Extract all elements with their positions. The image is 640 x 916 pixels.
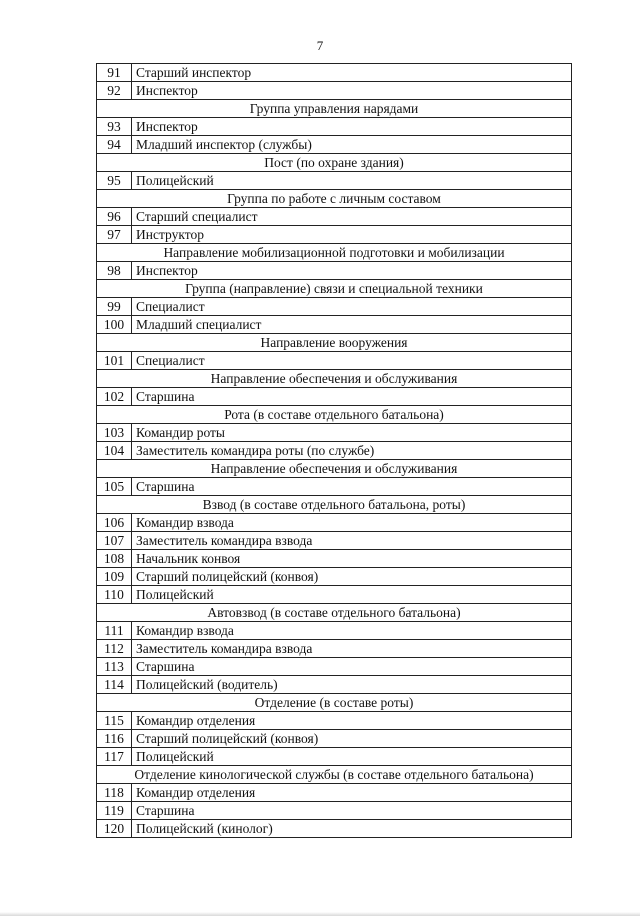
section-title: Рота (в составе отдельного батальона) [97, 406, 572, 424]
table-row [97, 316, 572, 334]
section-header-row [97, 406, 572, 424]
table-row [97, 208, 572, 226]
table-row [97, 676, 572, 694]
staff-table-body [97, 64, 572, 838]
position-title: Старшина [132, 388, 572, 406]
position-title: Командир взвода [132, 622, 572, 640]
position-number: 119 [97, 802, 132, 820]
table-row [97, 478, 572, 496]
position-number: 108 [97, 550, 132, 568]
position-number: 98 [97, 262, 132, 280]
section-title: Группа (направление) связи и специальной техники [97, 280, 572, 298]
position-number: 120 [97, 820, 132, 838]
section-title: Группа по работе с личным составом [97, 190, 572, 208]
position-title: Полицейский (кинолог) [132, 820, 572, 838]
position-title: Старшина [132, 658, 572, 676]
table-row [97, 136, 572, 154]
table-row [97, 118, 572, 136]
section-header-row [97, 100, 572, 118]
section-header-row [97, 496, 572, 514]
position-number: 102 [97, 388, 132, 406]
position-title: Начальник конвоя [132, 550, 572, 568]
section-title: Направление вооружения [97, 334, 572, 352]
table-row [97, 424, 572, 442]
position-title: Старший полицейский (конвоя) [132, 568, 572, 586]
position-title: Старшина [132, 802, 572, 820]
table-row [97, 352, 572, 370]
position-title: Полицейский [132, 172, 572, 190]
section-title: Пост (по охране здания) [97, 154, 572, 172]
table-row [97, 586, 572, 604]
table-row [97, 514, 572, 532]
section-title: Отделение кинологической службы (в составе отдельного батальона) [97, 766, 572, 784]
table-row [97, 568, 572, 586]
position-number: 92 [97, 82, 132, 100]
table-row [97, 802, 572, 820]
position-number: 93 [97, 118, 132, 136]
position-title: Командир отделения [132, 712, 572, 730]
position-title: Старший полицейский (конвоя) [132, 730, 572, 748]
section-title: Отделение (в составе роты) [97, 694, 572, 712]
position-number: 109 [97, 568, 132, 586]
table-row [97, 442, 572, 460]
position-title: Инспектор [132, 118, 572, 136]
position-number: 101 [97, 352, 132, 370]
position-number: 111 [97, 622, 132, 640]
position-number: 117 [97, 748, 132, 766]
position-title: Специалист [132, 298, 572, 316]
position-title: Полицейский [132, 748, 572, 766]
position-number: 94 [97, 136, 132, 154]
section-header-row [97, 280, 572, 298]
position-number: 115 [97, 712, 132, 730]
position-number: 107 [97, 532, 132, 550]
table-row [97, 172, 572, 190]
position-title: Младший инспектор (службы) [132, 136, 572, 154]
position-number: 97 [97, 226, 132, 244]
table-row [97, 298, 572, 316]
section-header-row [97, 604, 572, 622]
position-number: 113 [97, 658, 132, 676]
position-title: Старший инспектор [132, 64, 572, 82]
table-row [97, 262, 572, 280]
table-row [97, 658, 572, 676]
table-row [97, 748, 572, 766]
position-title: Командир отделения [132, 784, 572, 802]
position-title: Командир роты [132, 424, 572, 442]
table-row [97, 640, 572, 658]
position-number: 91 [97, 64, 132, 82]
section-title: Автовзвод (в составе отдельного батальона) [97, 604, 572, 622]
position-title: Заместитель командира роты (по службе) [132, 442, 572, 460]
position-title: Полицейский [132, 586, 572, 604]
position-number: 99 [97, 298, 132, 316]
section-header-row [97, 244, 572, 262]
position-number: 112 [97, 640, 132, 658]
position-number: 116 [97, 730, 132, 748]
position-number: 110 [97, 586, 132, 604]
position-title: Инспектор [132, 82, 572, 100]
section-header-row [97, 334, 572, 352]
page-number: 7 [316, 38, 324, 53]
section-title: Направление мобилизационной подготовки и мобилизации [97, 244, 572, 262]
position-number: 104 [97, 442, 132, 460]
table-row [97, 82, 572, 100]
table-row [97, 622, 572, 640]
section-title: Направление обеспечения и обслуживания [97, 370, 572, 388]
table-row [97, 712, 572, 730]
position-title: Заместитель командира взвода [132, 532, 572, 550]
scan-bottom-edge [0, 912, 640, 916]
position-number: 100 [97, 316, 132, 334]
table-row [97, 820, 572, 838]
section-header-row [97, 190, 572, 208]
position-title: Командир взвода [132, 514, 572, 532]
position-number: 114 [97, 676, 132, 694]
section-title: Взвод (в составе отдельного батальона, роты) [97, 496, 572, 514]
position-title: Специалист [132, 352, 572, 370]
section-header-row [97, 154, 572, 172]
table-row [97, 532, 572, 550]
section-header-row [97, 370, 572, 388]
table-row [97, 226, 572, 244]
position-title: Заместитель командира взвода [132, 640, 572, 658]
position-title: Старший специалист [132, 208, 572, 226]
table-row [97, 388, 572, 406]
section-title: Направление обеспечения и обслуживания [97, 460, 572, 478]
section-header-row [97, 694, 572, 712]
position-title: Инспектор [132, 262, 572, 280]
position-number: 95 [97, 172, 132, 190]
staff-table [96, 63, 572, 838]
table-row [97, 64, 572, 82]
section-header-row [97, 460, 572, 478]
table-row [97, 730, 572, 748]
table-row [97, 784, 572, 802]
table-row [97, 550, 572, 568]
section-header-row [97, 766, 572, 784]
position-title: Младший специалист [132, 316, 572, 334]
position-number: 105 [97, 478, 132, 496]
position-number: 103 [97, 424, 132, 442]
position-number: 118 [97, 784, 132, 802]
position-title: Старшина [132, 478, 572, 496]
section-title: Группа управления нарядами [97, 100, 572, 118]
position-title: Инструктор [132, 226, 572, 244]
position-number: 96 [97, 208, 132, 226]
position-title: Полицейский (водитель) [132, 676, 572, 694]
position-number: 106 [97, 514, 132, 532]
